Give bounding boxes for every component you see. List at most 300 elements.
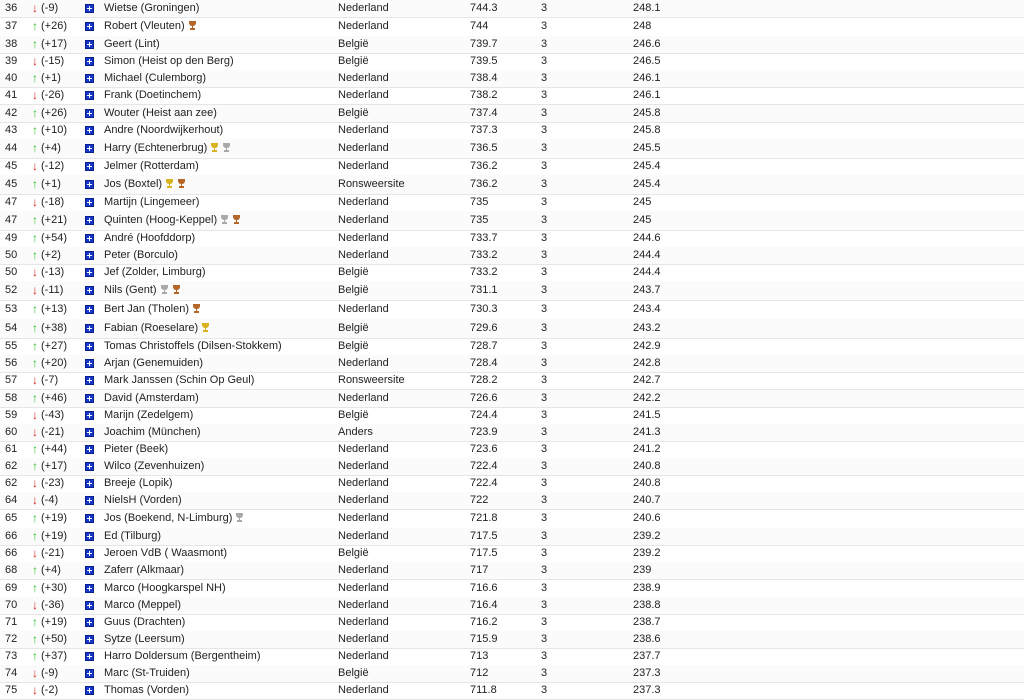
rank-change-cell: (+10): [41, 123, 67, 136]
country-cell: Ronsweersite: [338, 374, 405, 387]
arrow-up-icon: ↑: [32, 614, 38, 629]
rank-change-cell: (-9): [41, 667, 59, 679]
average-cell: 248: [633, 20, 652, 33]
rank-change-cell: (+17): [41, 459, 67, 472]
average-cell: 245.4: [633, 159, 661, 172]
player-name-cell: [104, 632, 185, 647]
flag-icon-cell: [85, 408, 97, 425]
average-cell: 238.7: [633, 615, 661, 628]
flag-icon[interactable]: [85, 479, 94, 488]
player-name[interactable]: Marco (Hoogkarspel NH): [104, 581, 226, 594]
score-cell: 722.4: [470, 477, 498, 489]
rank-cell: 59: [5, 408, 18, 421]
flag-icon-cell: [85, 649, 97, 666]
player-name[interactable]: Marc (St-Truiden): [104, 667, 190, 679]
rank-change-cell: (+26): [41, 106, 67, 119]
player-name-cell: [104, 408, 193, 423]
flag-icon[interactable]: [85, 4, 94, 13]
flag-icon-cell: [85, 391, 97, 408]
table-row: [0, 211, 1024, 231]
games-cell: 3: [541, 303, 548, 316]
average-cell: 240.7: [633, 494, 661, 507]
player-name-cell: [104, 476, 172, 491]
player-name-cell: [104, 598, 181, 613]
table-row: [0, 562, 1024, 580]
average-cell: 238.6: [633, 632, 661, 645]
bronze-trophy-icon: [177, 179, 186, 188]
country-cell: Nederland: [338, 20, 389, 33]
table-row: [0, 597, 1024, 615]
rank-cell: 58: [5, 391, 18, 404]
player-name[interactable]: Jos (Boekend, N-Limburg): [104, 512, 233, 525]
rank-change-cell: (-9): [41, 2, 59, 14]
average-cell: 237.7: [633, 649, 661, 662]
player-name[interactable]: Marijn (Zedelgem): [104, 408, 194, 421]
rank-cell: 50: [5, 249, 18, 261]
player-name[interactable]: Bert Jan (Tholen): [104, 303, 189, 316]
flag-icon[interactable]: [85, 180, 94, 189]
games-cell: 3: [541, 425, 548, 438]
silver-trophy-icon: [235, 513, 244, 522]
country-cell: België: [338, 322, 369, 335]
country-cell: Nederland: [338, 530, 389, 543]
flag-icon[interactable]: [85, 462, 94, 471]
average-cell: 241.5: [633, 408, 661, 421]
score-cell: 728.4: [470, 357, 498, 370]
flag-icon[interactable]: [85, 601, 94, 610]
flag-icon-cell: [85, 71, 97, 88]
flag-icon[interactable]: [85, 144, 94, 153]
table-row: [0, 458, 1024, 476]
average-cell: 248.1: [633, 2, 661, 14]
rank-change-cell: (+38): [41, 322, 67, 335]
rank-cell: 72: [5, 632, 18, 645]
country-cell: België: [338, 38, 369, 51]
country-cell: Nederland: [338, 72, 389, 85]
player-name-cell: [104, 213, 241, 228]
average-cell: 239.2: [633, 547, 661, 560]
rank-cell: 56: [5, 357, 18, 370]
flag-icon[interactable]: [85, 428, 94, 437]
player-name-cell: [104, 511, 244, 526]
score-cell: 737.4: [470, 106, 498, 119]
rank-cell: 45: [5, 159, 18, 172]
score-cell: 717: [470, 564, 489, 577]
arrow-down-icon: ↓: [32, 283, 38, 298]
rank-change-cell: (+44): [41, 442, 67, 455]
player-name[interactable]: David (Amsterdam): [104, 391, 199, 404]
table-row: [0, 441, 1024, 459]
player-name[interactable]: Andre (Noordwijkerhout): [104, 123, 224, 136]
table-row: [0, 338, 1024, 356]
flag-icon-cell: [85, 581, 97, 598]
rank-cell: 53: [5, 303, 18, 316]
flag-icon-cell: [85, 615, 97, 632]
flag-icon-cell: [85, 248, 97, 265]
flag-icon[interactable]: [85, 532, 94, 541]
flag-icon-cell: [85, 511, 97, 528]
score-cell: 736.2: [470, 177, 498, 190]
player-name[interactable]: Marco (Meppel): [104, 598, 182, 611]
flag-icon[interactable]: [85, 305, 94, 314]
games-cell: 3: [541, 547, 548, 560]
arrow-up-icon: ↑: [32, 140, 38, 155]
flag-icon-cell: [85, 283, 97, 300]
country-cell: Nederland: [338, 615, 389, 628]
rank-cell: 44: [5, 141, 18, 154]
games-cell: 3: [541, 615, 548, 628]
rank-cell: 68: [5, 564, 18, 577]
table-row: [0, 509, 1024, 529]
rank-change-cell: (+50): [41, 632, 67, 645]
player-name[interactable]: Jef (Zolder, Limburg): [104, 266, 206, 279]
rank-change-cell: (-13): [41, 266, 65, 279]
arrow-up-icon: ↑: [32, 648, 38, 663]
rank-change-cell: (-12): [41, 159, 65, 172]
flag-icon-cell: [85, 141, 97, 158]
player-name-cell: [104, 195, 199, 210]
games-cell: 3: [541, 340, 548, 353]
games-cell: 3: [541, 581, 548, 594]
average-cell: 246.5: [633, 55, 661, 68]
country-cell: Nederland: [338, 303, 389, 316]
flag-icon-cell: [85, 265, 97, 282]
country-cell: Nederland: [338, 195, 389, 208]
player-name-cell: [104, 37, 160, 52]
flag-icon[interactable]: [85, 342, 94, 351]
player-name-cell: [104, 356, 203, 371]
games-cell: 3: [541, 55, 548, 68]
flag-icon[interactable]: [85, 162, 94, 171]
country-cell: Nederland: [338, 494, 389, 507]
score-cell: 736.5: [470, 141, 498, 154]
arrow-down-icon: ↓: [32, 158, 38, 173]
flag-icon[interactable]: [85, 40, 94, 49]
average-cell: 243.2: [633, 322, 661, 335]
country-cell: Nederland: [338, 459, 389, 472]
games-cell: 3: [541, 459, 548, 472]
player-name-cell: [104, 88, 201, 103]
flag-icon[interactable]: [85, 496, 94, 505]
player-name[interactable]: Pieter (Beek): [104, 442, 169, 455]
country-cell: België: [338, 266, 369, 279]
score-cell: 738.2: [470, 89, 498, 102]
player-name[interactable]: Robert (Vleuten): [104, 20, 185, 33]
player-name-cell: [104, 581, 226, 596]
player-name[interactable]: Ed (Tilburg): [104, 530, 162, 543]
rank-cell: 40: [5, 72, 18, 85]
player-name[interactable]: Fabian (Roeselare): [104, 322, 199, 335]
arrow-up-icon: ↑: [32, 390, 38, 405]
flag-icon[interactable]: [85, 514, 94, 523]
player-name-cell: [104, 141, 231, 156]
rank-change-cell: (+17): [41, 38, 67, 51]
table-row: [0, 158, 1024, 176]
flag-icon-cell: [85, 88, 97, 105]
rank-cell: 71: [5, 615, 18, 628]
arrow-up-icon: ↑: [32, 441, 38, 456]
average-cell: 242.8: [633, 357, 661, 370]
games-cell: 3: [541, 494, 548, 507]
arrow-up-icon: ↑: [32, 458, 38, 473]
games-cell: 3: [541, 177, 548, 190]
player-name[interactable]: Wietse (Groningen): [104, 2, 200, 14]
table-row: [0, 230, 1024, 248]
games-cell: 3: [541, 123, 548, 136]
average-cell: 243.4: [633, 303, 661, 316]
rank-cell: 60: [5, 425, 18, 438]
rank-cell: 57: [5, 374, 18, 387]
table-row: [0, 648, 1024, 666]
table-row: [0, 281, 1024, 301]
country-cell: Nederland: [338, 598, 389, 611]
score-cell: 711.8: [470, 684, 497, 697]
flag-icon[interactable]: [85, 376, 94, 385]
flag-icon[interactable]: [85, 57, 94, 66]
rank-change-cell: (+4): [41, 141, 61, 154]
flag-icon[interactable]: [85, 635, 94, 644]
flag-icon[interactable]: [85, 686, 94, 695]
games-cell: 3: [541, 72, 548, 85]
country-cell: Nederland: [338, 213, 389, 226]
rank-cell: 52: [5, 284, 18, 297]
player-name[interactable]: Guus (Drachten): [104, 615, 186, 628]
table-row: [0, 631, 1024, 649]
flag-icon[interactable]: [85, 549, 94, 558]
arrow-up-icon: ↑: [32, 212, 38, 227]
player-name[interactable]: Peter (Borculo): [104, 249, 178, 261]
flag-icon[interactable]: [85, 268, 94, 277]
table-row: [0, 300, 1024, 320]
games-cell: 3: [541, 266, 548, 279]
games-cell: 3: [541, 89, 548, 102]
score-cell: 717.5: [470, 547, 498, 560]
average-cell: 242.2: [633, 391, 661, 404]
rank-change-cell: (-11): [41, 284, 64, 297]
score-cell: 736.2: [470, 159, 498, 172]
games-cell: 3: [541, 391, 548, 404]
table-row: [0, 0, 1024, 18]
flag-icon[interactable]: [85, 74, 94, 83]
flag-icon[interactable]: [85, 251, 94, 260]
rank-change-cell: (+21): [41, 213, 67, 226]
player-name[interactable]: Geert (Lint): [104, 38, 160, 51]
country-cell: België: [338, 106, 369, 119]
player-name[interactable]: Mark Janssen (Schin Op Geul): [104, 374, 255, 387]
games-cell: 3: [541, 632, 548, 645]
flag-icon-cell: [85, 632, 97, 649]
flag-icon-cell: [85, 1, 97, 18]
score-cell: 739.5: [470, 55, 498, 68]
arrow-up-icon: ↑: [32, 511, 38, 526]
country-cell: Nederland: [338, 632, 389, 645]
player-name[interactable]: Jos (Boxtel): [104, 177, 163, 190]
country-cell: Nederland: [338, 249, 389, 261]
rank-cell: 62: [5, 477, 18, 489]
player-name-cell: [104, 123, 223, 138]
gold-trophy-icon: [210, 143, 219, 152]
flag-icon[interactable]: [85, 584, 94, 593]
flag-icon[interactable]: [85, 445, 94, 454]
country-cell: Nederland: [338, 231, 389, 244]
arrow-up-icon: ↑: [32, 321, 38, 336]
player-name-cell: [104, 459, 204, 474]
score-cell: 713: [470, 649, 489, 662]
player-name[interactable]: Wouter (Heist aan zee): [104, 106, 217, 119]
table-row: [0, 682, 1024, 700]
flag-icon[interactable]: [85, 394, 94, 403]
flag-icon[interactable]: [85, 566, 94, 575]
country-cell: Nederland: [338, 684, 389, 697]
player-name[interactable]: Tomas Christoffels (Dilsen-Stokkem): [104, 340, 282, 353]
player-name[interactable]: Quinten (Hoog-Keppel): [104, 213, 218, 226]
score-cell: 717.5: [470, 530, 498, 543]
player-name-cell: [104, 19, 197, 34]
rank-cell: 39: [5, 55, 18, 68]
flag-icon[interactable]: [85, 359, 94, 368]
flag-icon-cell: [85, 231, 97, 248]
flag-icon[interactable]: [85, 216, 94, 225]
flag-icon-cell: [85, 177, 97, 194]
flag-icon[interactable]: [85, 411, 94, 420]
country-cell: België: [338, 667, 369, 679]
player-name[interactable]: Zaferr (Alkmaar): [104, 564, 185, 577]
rank-cell: 64: [5, 494, 18, 507]
flag-icon[interactable]: [85, 652, 94, 661]
table-row: [0, 475, 1024, 493]
games-cell: 3: [541, 477, 548, 489]
arrow-up-icon: ↑: [32, 529, 38, 544]
games-cell: 3: [541, 408, 548, 421]
player-name[interactable]: Simon (Heist op den Berg): [104, 55, 234, 68]
rank-change-cell: (-4): [41, 494, 59, 507]
arrow-up-icon: ↑: [32, 122, 38, 137]
score-cell: 744.3: [470, 2, 498, 14]
bronze-trophy-icon: [232, 215, 241, 224]
table-row: [0, 53, 1024, 71]
arrow-up-icon: ↑: [32, 230, 38, 245]
rank-change-cell: (-7): [41, 374, 59, 387]
score-cell: 716.6: [470, 581, 498, 594]
player-name-cell: [104, 683, 189, 698]
rank-cell: 69: [5, 581, 18, 594]
player-name[interactable]: Arjan (Genemuiden): [104, 357, 204, 370]
player-name[interactable]: NielsH (Vorden): [104, 494, 182, 507]
player-name-cell: [104, 54, 234, 69]
player-name[interactable]: Jeroen VdB ( Waasmont): [104, 547, 228, 560]
flag-icon[interactable]: [85, 198, 94, 207]
flag-icon-cell: [85, 459, 97, 476]
rank-change-cell: (-18): [41, 195, 65, 208]
games-cell: 3: [541, 357, 548, 370]
bronze-trophy-icon: [188, 21, 197, 30]
table-row: [0, 407, 1024, 425]
player-name-cell: [104, 493, 182, 508]
arrow-up-icon: ↑: [32, 176, 38, 191]
flag-icon-cell: [85, 302, 97, 319]
flag-icon[interactable]: [85, 618, 94, 627]
arrow-down-icon: ↓: [32, 476, 38, 490]
player-name[interactable]: Joachim (München): [104, 425, 201, 438]
games-cell: 3: [541, 106, 548, 119]
player-name-cell: [104, 649, 261, 664]
games-cell: 3: [541, 564, 548, 577]
table-row: [0, 70, 1024, 88]
player-name[interactable]: Harry (Echtenerbrug): [104, 141, 208, 154]
flag-icon-cell: [85, 529, 97, 546]
arrow-up-icon: ↑: [32, 248, 38, 262]
score-cell: 715.9: [470, 632, 498, 645]
player-name[interactable]: Thomas (Vorden): [104, 684, 189, 697]
table-row: [0, 122, 1024, 140]
table-row: [0, 614, 1024, 632]
score-cell: 721.8: [470, 512, 498, 525]
table-row: [0, 175, 1024, 195]
table-row: [0, 194, 1024, 212]
rank-change-cell: (-15): [41, 55, 65, 68]
player-name[interactable]: Frank (Doetinchem): [104, 89, 202, 102]
rank-cell: 74: [5, 667, 18, 679]
average-cell: 244.4: [633, 249, 661, 261]
silver-trophy-icon: [220, 215, 229, 224]
flag-icon[interactable]: [85, 234, 94, 243]
player-name[interactable]: Sytze (Leersum): [104, 632, 185, 645]
player-name-cell: [104, 546, 227, 561]
average-cell: 246.6: [633, 38, 661, 51]
rank-cell: 49: [5, 231, 18, 244]
average-cell: 239.2: [633, 530, 661, 543]
flag-icon[interactable]: [85, 324, 94, 333]
player-name-cell: [104, 529, 161, 544]
country-cell: Nederland: [338, 2, 389, 14]
player-name[interactable]: Harro Doldersum (Bergentheim): [104, 649, 261, 662]
rank-cell: 47: [5, 213, 18, 226]
player-name-cell: [104, 71, 206, 86]
flag-icon[interactable]: [85, 22, 94, 31]
flag-icon[interactable]: [85, 126, 94, 135]
country-cell: Nederland: [338, 442, 389, 455]
table-row: [0, 665, 1024, 683]
country-cell: Nederland: [338, 141, 389, 154]
rank-change-cell: (-21): [41, 425, 65, 438]
flag-icon[interactable]: [85, 91, 94, 100]
flag-icon[interactable]: [85, 286, 94, 295]
arrow-up-icon: ↑: [32, 105, 38, 120]
player-name[interactable]: André (Hoofddorp): [104, 231, 196, 244]
arrow-down-icon: ↓: [32, 683, 38, 698]
player-name[interactable]: Jelmer (Rotterdam): [104, 159, 199, 172]
flag-icon[interactable]: [85, 109, 94, 118]
table-row: [0, 139, 1024, 159]
arrow-up-icon: ↑: [32, 631, 38, 646]
flag-icon[interactable]: [85, 669, 94, 678]
flag-icon-cell: [85, 123, 97, 140]
player-name[interactable]: Martijn (Lingemeer): [104, 195, 200, 208]
player-name[interactable]: Nils (Gent): [104, 284, 157, 297]
average-cell: 245.4: [633, 177, 661, 190]
player-name[interactable]: Michael (Culemborg): [104, 72, 207, 85]
average-cell: 239: [633, 564, 652, 577]
player-name[interactable]: Breeje (Lopik): [104, 477, 173, 489]
rank-cell: 66: [5, 530, 18, 543]
player-name[interactable]: Wilco (Zevenhuizen): [104, 459, 205, 472]
games-cell: 3: [541, 684, 548, 697]
rank-cell: 47: [5, 195, 18, 208]
flag-icon-cell: [85, 476, 97, 493]
flag-icon-cell: [85, 546, 97, 563]
score-cell: 724.4: [470, 408, 498, 421]
games-cell: 3: [541, 442, 548, 455]
